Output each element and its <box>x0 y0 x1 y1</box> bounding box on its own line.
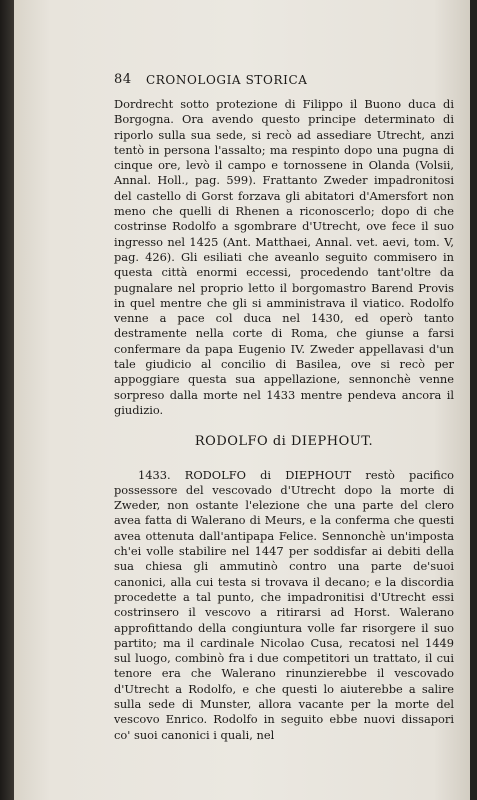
running-title: CRONOLOGIA STORICA <box>146 73 308 87</box>
book-page <box>14 0 470 800</box>
paragraph-continued: Dordrecht sotto protezione di Filippo il Buono duca di Borgogna. Ora avendo questo principe determinato di riporlo sulla sua sede, si recò ad assediare Utrecht, anzi tentò in persona l'assalto; ma respinto dopo una pugna di cinque ore, levò il campo e tornossene in Olanda (Volsii, Annal. Holl., pag. 599). Frattanto Zweder impadronitosi del castello di Gorst forzava gli abitatori d'Amersfort non meno che quelli di Rhenen a riconoscerlo; dopo di che costrinse Rodolfo a sgombrare d'Utrecht, ove fece il suo ingresso nel 1425 (Ant. Matthaei, Annal. vet. aevi, tom. V, pag. 426). Gli esiliati che aveanlo seguito commisero in questa città enormi eccessi, procedendo tant'oltre da pugnalare nel proprio letto il borgomastro Barend Provis in quel mentre che gli si amministrava il viatico. Rodolfo venne a pace col duca nel 1430, ed operò tanto destramente nella corte di Roma, che giunse a farsi confermare da papa Eugenio IV. Zweder appellavasi d'un tale giudicio al concilio di Basilea, ove si recò per appoggiare questa sua appellazione, sennonchè venne sorpreso dalla morte nel 1433 mentre pendeva ancora il giudizio. <box>114 97 454 417</box>
section-heading: RODOLFO di DIEPHOUT. <box>194 434 374 450</box>
page-number: 84 <box>114 72 132 87</box>
page-edge-shadow <box>470 0 477 800</box>
book-spine-shadow <box>0 0 14 800</box>
paragraph-rodolfo: 1433. RODOLFO di DIEPHOUT restò pacifico possessore del vescovado d'Utrecht dopo la morte di Zweder, non ostante l'elezione che una parte del clero avea fatta di Walerano di Meurs, e la conferma che questi avea ottenuta dall'antipapa Felice. Sennonchè un'imposta ch'ei volle stabilire nel 1447 per soddisfar ai debiti della sua chiesa gli ammutinò contro una parte de'suoi canonici, alla cui testa si trovava il decano; e la discordia procedette a tal punto, che impadronitisi d'Utrecht essi costrinsero il vescovo a ritirarsi ad Horst. Walerano approfittando della congiuntura volle far risorgere il suo partito; ma il cardinale Nicolao Cusa, recatosi nel 1449 sul luogo, combinò fra i due competitori un trattato, il cui tenore era che Walerano rinunzierebbe il vescovado d'Utrecht a Rodolfo, e che questi lo aiuterebbe a salire sulla sede di Munster, allora vacante per la morte del vescovo Enrico. Rodolfo in seguito ebbe nuovi dissapori co' suoi canonici i quali, nel <box>114 467 454 742</box>
page-body <box>114 97 454 743</box>
